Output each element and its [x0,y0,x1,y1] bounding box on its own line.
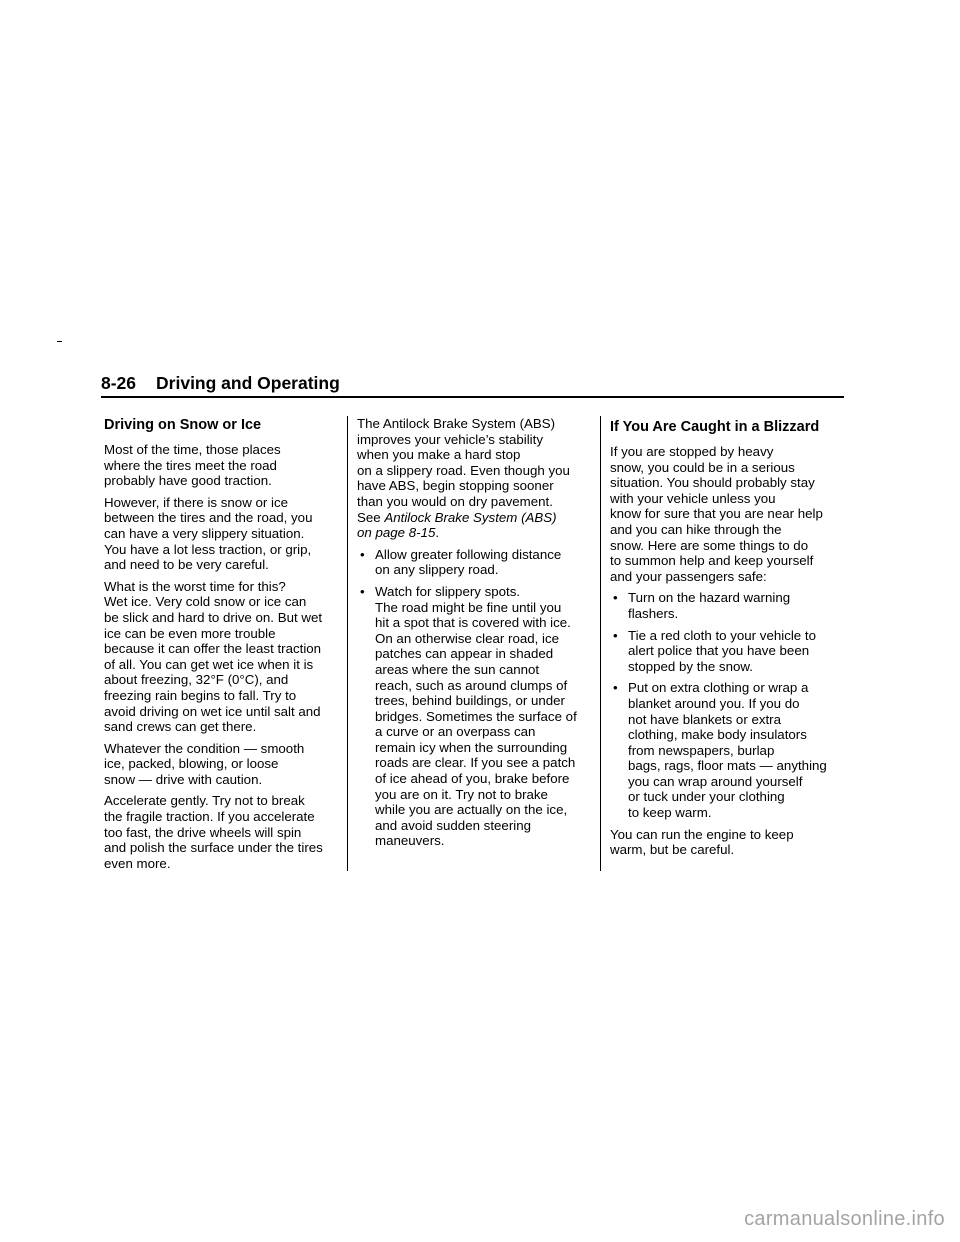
list-item [610,680,846,820]
text-line: and polish the surface under the tires [104,840,323,856]
text-line: reach, such as around clumps of [375,677,568,693]
text-line: and you can hike through the [610,521,782,537]
text-line: be slick and hard to drive on. But wet [104,609,323,625]
text-line: flashers. [628,605,679,621]
text-line: on a slippery road. Even though you [357,462,570,478]
text-line: when you make a hard stop [357,447,521,463]
text-line: clothing, make body insulators [628,727,807,743]
text-line: you can wrap around yourself [628,773,803,789]
page-number: 8-26 [101,373,137,393]
text-line: with your vehicle unless you [610,490,776,506]
text-line: You have a lot less traction, or grip, [104,541,312,557]
text-line: The road might be fine until you [375,599,562,615]
text-line: freezing rain begins to fall. Try to [104,687,297,703]
text-line: Accelerate gently. Try not to break [104,793,305,809]
text-line: Watch for slippery spots. [375,583,521,599]
text-line: on any slippery road. [375,562,499,578]
column-divider-left [347,416,348,871]
section-title: Driving and Operating [156,373,340,393]
text-line: between the tires and the road, you [104,510,313,526]
column-3 [610,416,846,864]
text-line: know for sure that you are near help [610,506,823,522]
text-line: even more. [104,855,171,871]
bullet-icon: • [613,680,618,696]
text-line: trees, behind buildings, or under [375,693,565,709]
text-line: roads are clear. If you see a patch [375,755,576,771]
text-line [357,525,591,541]
heading-caught-in-blizzard: If You Are Caught in a Blizzard [610,419,820,435]
text-line: because it can offer the least traction [104,641,322,657]
abs-page-reference-link[interactable]: on page 8-15 [357,525,436,541]
paragraph [610,444,846,584]
text-line: too fast, the drive wheels will spin [104,824,302,840]
text-line: to summon help and keep yourself [610,553,814,569]
text-line: Allow greater following distance [375,546,562,562]
text-line: patches can appear in shaded [375,646,554,662]
text-line: What is the worst time for this? [104,578,286,594]
paragraph [610,827,846,858]
slippery-road-tips-list [357,547,591,849]
text-line: probably have good traction. [104,473,272,489]
text-line: not have blankets or extra [628,711,782,727]
margin-tick-mark [57,341,62,342]
column-divider-right [600,416,601,871]
paragraph [104,741,338,788]
bullet-icon: • [360,546,365,562]
list-item [610,628,846,675]
column-1-body [104,442,338,871]
text-line: and avoid sudden steering [375,817,531,833]
text-line: you are on it. Try not to brake [375,786,548,802]
text-line: ice, packed, blowing, or loose [104,756,279,772]
column-1 [104,416,338,877]
text-line: Turn on the hazard warning [628,590,791,606]
blizzard-tips-list [610,590,846,820]
text-line: can have a very slippery situation. [104,525,305,541]
text-line: Whatever the condition — smooth [104,740,305,756]
text-line: stopped by the snow. [628,658,753,674]
list-item [610,590,846,621]
text-line: snow, you could be in a serious [610,459,795,475]
text-line: Most of the time, those places [104,442,281,457]
text-line: and need to be very careful. [104,557,269,573]
text-line: ice can be even more trouble [104,625,276,641]
paragraph [104,793,338,871]
text-line: situation. You should probably stay [610,475,815,491]
text-line: areas where the sun cannot [375,661,540,677]
bullet-icon: • [613,590,618,606]
paragraph [104,442,338,489]
list-item [357,547,591,578]
xref-suffix: . [435,525,440,541]
text-line: avoid driving on wet ice until salt and [104,703,321,719]
text-line: to keep warm. [628,805,712,821]
text-line: hit a spot that is covered with ice. [375,615,571,631]
text-line: alert police that you have been [628,643,810,659]
paragraph [104,579,338,735]
text-line [357,510,591,526]
text-line: On an otherwise clear road, ice [375,630,560,646]
text-line: sand crews can get there. [104,719,257,735]
text-line: warm, but be careful. [610,842,735,858]
page-header [101,372,844,398]
text-line: about freezing, 32°F (0°C), and [104,672,289,688]
text-line: the fragile traction. If you accelerate [104,809,315,825]
text-line: of ice ahead of you, brake before [375,771,570,787]
text-line: where the tires meet the road [104,457,277,473]
text-line: of all. You can get wet ice when it is [104,656,314,672]
abs-cross-reference-link[interactable]: Antilock Brake System (ABS) [384,509,557,525]
bullet-icon: • [613,627,618,643]
text-line: or tuck under your clothing [628,789,785,805]
text-line: from newspapers, burlap [628,742,775,758]
text-line: remain icy when the surrounding [375,739,568,755]
text-line: bridges. Sometimes the surface of [375,708,577,724]
bullet-icon: • [360,583,365,599]
paragraph [104,495,338,573]
text-line: Put on extra clothing or wrap a [628,680,809,696]
text-line: If you are stopped by heavy [610,444,774,459]
list-item [357,584,591,849]
text-line: bags, rags, floor mats — anything [628,758,827,774]
heading-driving-on-snow-or-ice: Driving on Snow or Ice [104,417,262,433]
text-line: improves your vehicle’s stability [357,431,543,447]
text-line: and your passengers safe: [610,568,767,584]
text-line: Tie a red cloth to your vehicle to [628,627,816,643]
text-line: blanket around you. If you do [628,695,800,711]
paragraph-abs [357,416,591,541]
text-line: snow — drive with caution. [104,771,263,787]
text-line: maneuvers. [375,833,445,849]
text-line: have ABS, begin stopping sooner [357,478,554,494]
see-prefix: See [357,509,385,525]
watermark-footer: carmanualsonline.info [744,1208,945,1230]
text-line: snow. Here are some things to do [610,537,809,553]
text-line: a curve or an overpass can [375,724,536,740]
text-line: while you are actually on the ice, [375,802,568,818]
text-line: Wet ice. Very cold snow or ice can [104,594,307,610]
text-line: than you would on dry pavement. [357,493,553,509]
text-line: However, if there is snow or ice [104,494,289,510]
text-line: The Antilock Brake System (ABS) [357,416,556,431]
column-2 [357,416,591,855]
text-line: You can run the engine to keep [610,826,794,842]
